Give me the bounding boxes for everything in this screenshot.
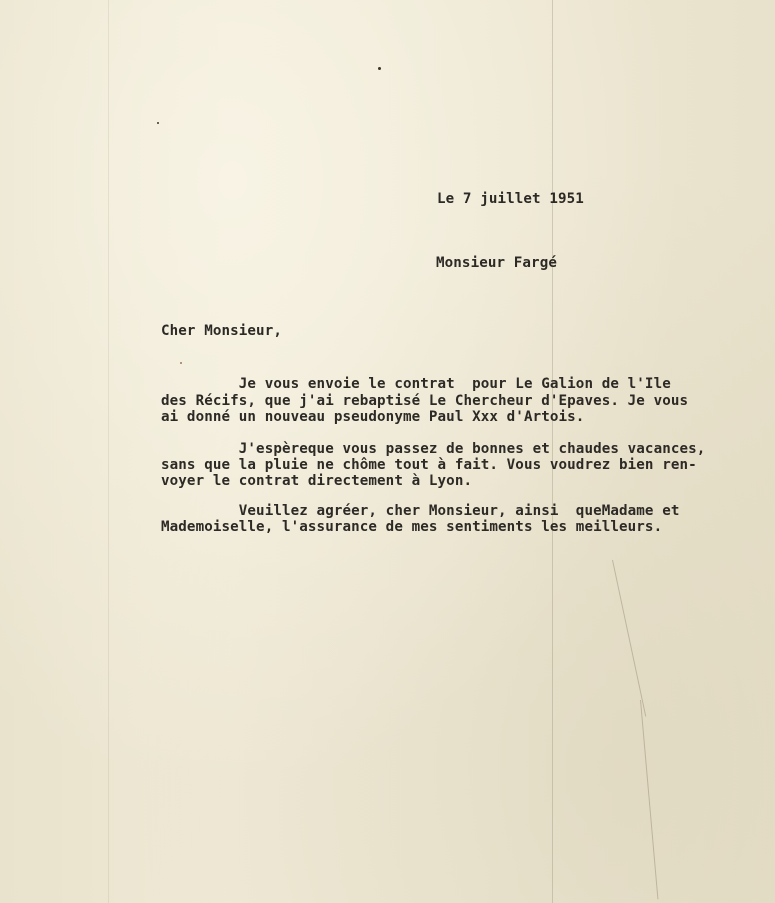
paragraph-3-line: Mademoiselle, l'assurance de mes sentiments les meilleurs. <box>161 519 663 535</box>
paragraph-1-line: des Récifs, que j'ai rebaptisé Le Chercheur d'Epaves. Je vous <box>161 393 689 409</box>
paragraph-1-line: ai donné un nouveau pseudonyme Paul Xxx d'Artois. <box>161 409 585 425</box>
letter-date: Le 7 juillet 1951 <box>437 191 584 207</box>
paper-fold-line <box>108 0 109 903</box>
paragraph-2-line: sans que la pluie ne chôme tout à fait. Vous voudrez bien ren- <box>161 457 697 473</box>
paragraph-3-line: Veuillez agréer, cher Monsieur, ainsi queMadame et <box>161 503 680 519</box>
paragraph-1-line: Je vous envoie le contrat pour Le Galion de l'Ile <box>161 376 671 392</box>
letter-recipient: Monsieur Fargé <box>436 255 557 271</box>
paragraph-2-line: voyer le contrat directement à Lyon. <box>161 473 473 489</box>
letter-salutation: Cher Monsieur, <box>161 323 282 339</box>
paper-speck <box>180 362 182 364</box>
paper-speck <box>378 67 381 70</box>
paragraph-2-line: J'espèreque vous passez de bonnes et chaudes vacances, <box>161 441 706 457</box>
paper-crease <box>640 700 658 899</box>
paper-crease <box>612 560 646 717</box>
paper-speck <box>157 122 159 124</box>
